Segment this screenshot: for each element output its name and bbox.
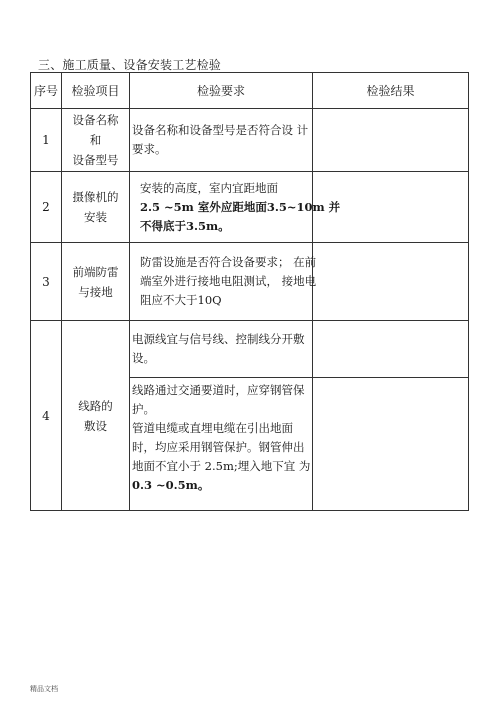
- requirement-line: 地面不宜小于 2.5m;埋入地下宜 为: [132, 459, 311, 473]
- row-requirement: [130, 109, 313, 172]
- item-line: 和: [89, 133, 102, 147]
- header-requirement: 检验要求: [130, 73, 313, 109]
- requirement-line: 端室外进行接地电阻测试， 接地电: [140, 274, 317, 288]
- row-result[interactable]: [313, 321, 469, 378]
- requirement-line: 设。: [132, 351, 155, 365]
- requirement-line: 时，均应采用钢管保护。钢管伸出: [132, 440, 305, 454]
- item-line: 设备名称: [72, 113, 119, 127]
- table-row: [31, 321, 469, 378]
- page-footer: 精品文档: [30, 685, 58, 693]
- row-number: 4: [31, 321, 62, 511]
- item-line: 与接地: [78, 284, 113, 299]
- item-line: 线路的: [78, 398, 113, 413]
- table-row: [31, 243, 469, 321]
- row-item: [62, 243, 130, 321]
- row-requirement-a: [130, 321, 313, 378]
- row-requirement-b: [130, 378, 313, 511]
- item-line: 设备型号: [72, 153, 119, 167]
- inspection-table: [30, 72, 469, 511]
- row-result[interactable]: [313, 243, 469, 321]
- row-number: 2: [31, 172, 62, 243]
- requirement-line: 线路通过交通要道时，应穿钢管保: [132, 383, 305, 397]
- requirement-line: 要求。: [132, 142, 167, 156]
- row-requirement: [130, 243, 317, 321]
- requirement-line: 2.5 ~5m 室外应距地面3.5~10m 并: [140, 199, 341, 214]
- item-line: 安装: [84, 210, 107, 224]
- row-item: [62, 321, 130, 511]
- row-number: 1: [31, 109, 62, 172]
- requirement-line: 不得底于3.5m。: [140, 218, 230, 233]
- requirement-line: 设备名称和设备型号是否符合设 计: [132, 123, 309, 137]
- requirement-line: 电源线宜与信号线、控制线分开敷: [132, 332, 305, 346]
- requirement-line: 阻应不大于10Q: [140, 293, 222, 307]
- row-requirement: [130, 172, 341, 243]
- table-row: [31, 172, 469, 243]
- row-result[interactable]: [313, 378, 469, 511]
- item-line: 前端防雷: [72, 264, 119, 279]
- item-line: 摄像机的: [72, 190, 119, 204]
- requirement-line: 护。: [132, 402, 155, 416]
- header-result: 检验结果: [313, 73, 469, 109]
- requirement-line: 管道电缆或直埋电缆在引出地面: [132, 421, 293, 435]
- item-line: 敷设: [84, 418, 107, 433]
- requirement-line: 0.3 ~0.5m。: [132, 478, 210, 492]
- header-item: 检验项目: [62, 73, 130, 109]
- row-number: 3: [31, 243, 62, 321]
- section-heading: 三、施工质量、设备安装工艺检验: [38, 58, 222, 72]
- table-header-row: [31, 73, 469, 109]
- row-result[interactable]: [313, 109, 469, 172]
- row-item: [62, 172, 130, 243]
- header-no: 序号: [31, 73, 62, 109]
- table-row: [31, 109, 469, 172]
- requirement-line: 防雷设施是否符合设备要求； 在前: [140, 255, 317, 269]
- requirement-line: 安装的高度，室内宜距地面: [140, 180, 278, 195]
- row-item: [62, 109, 130, 172]
